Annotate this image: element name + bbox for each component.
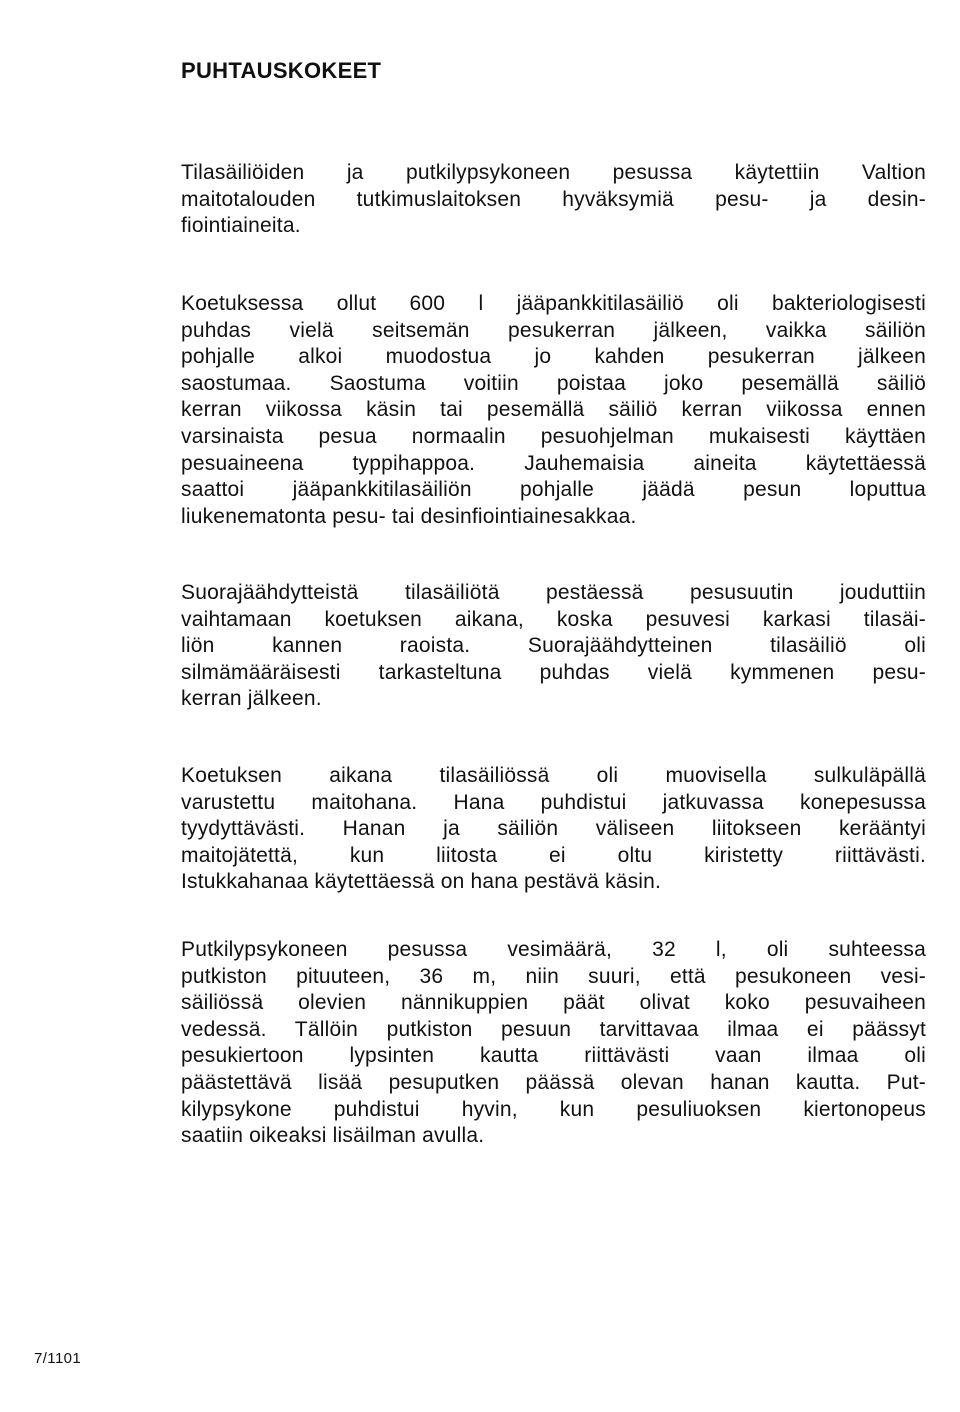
text-line: saatiin oikeaksi lisäilman avulla. xyxy=(181,1124,485,1148)
text-line: vedessä. Tällöin putkiston pesuun tarvittavaa ilmaa ei päässyt xyxy=(181,1017,926,1041)
text-line: vaihtamaan koetuksen aikana, koska pesuvesi karkasi tilasäi- xyxy=(181,607,926,631)
text-line: Putkilypsykoneen pesussa vesimäärä, 32 l, oli suhteessa xyxy=(181,938,926,961)
text-line: maitotalouden tutkimuslaitoksen hyväksymiä pesu- ja desin- xyxy=(181,187,926,211)
text-line: pesuaineena typpihappoa. Jauhemaisia aineita käytettäessä xyxy=(181,451,926,475)
text-line: varsinaista pesua normaalin pesuohjelman mukaisesti käyttäen xyxy=(181,424,926,448)
text-line: Tilasäiliöiden ja putkilypsykoneen pesussa käytettiin Valtion xyxy=(181,161,926,184)
paragraph-milk-tap xyxy=(181,763,926,896)
text-line: kerran jälkeen. xyxy=(181,687,322,711)
page-number: 7/1101 xyxy=(34,1350,82,1367)
paragraph-direct-cooled-tank xyxy=(181,580,926,713)
text-line: silmämääräisesti tarkasteltuna puhdas vielä kymmenen pesu- xyxy=(181,660,926,684)
text-line: kilypsykone puhdistui hyvin, kun pesuliuoksen kiertonopeus xyxy=(181,1097,926,1121)
text-line: fiointiaineita. xyxy=(181,214,301,238)
text-line: Koetuksen aikana tilasäiliössä oli muovisella sulkuläpällä xyxy=(181,764,926,787)
page-title: PUHTAUSKOKEET xyxy=(181,58,382,83)
text-line: tyydyttävästi. Hanan ja säiliön väliseen liitokseen kerääntyi xyxy=(181,817,926,841)
paragraph-pipeline-milker xyxy=(181,937,926,1150)
text-line: liukenematonta pesu- tai desinfiointiainesakkaa. xyxy=(181,504,637,528)
text-line: Istukkahanaa käytettäessä on hana pestävä käsin. xyxy=(181,870,662,894)
text-line: putkiston pituuteen, 36 m, niin suuri, että pesukoneen vesi- xyxy=(181,964,926,988)
text-line: säiliössä olevien nännikuppien päät olivat koko pesuvaiheen xyxy=(181,991,926,1015)
text-line: päästettävä lisää pesuputken päässä olevan hanan kautta. Put- xyxy=(181,1070,926,1094)
text-line: liön kannen raoista. Suorajäähdytteinen tilasäiliö oli xyxy=(181,634,926,658)
text-line: kerran viikossa käsin tai pesemällä säiliö kerran viikossa ennen xyxy=(181,398,926,422)
text-line: saattoi jääpankkitilasäiliön pohjalle jäädä pesun loputtua xyxy=(181,478,926,502)
text-line: pesukiertoon lypsinten kautta riittävästi vaan ilmaa oli xyxy=(181,1044,926,1068)
paragraph-ice-bank-tank xyxy=(181,291,926,530)
text-line: Suorajäähdytteistä tilasäiliötä pestäessä pesusuutin jouduttiin xyxy=(181,581,926,604)
paragraph-cleaning-agents xyxy=(181,160,926,240)
text-line: varustettu maitohana. Hana puhdistui jatkuvassa konepesussa xyxy=(181,790,926,814)
text-line: saostumaa. Saostuma voitiin poistaa joko pesemällä säiliö xyxy=(181,371,926,395)
text-line: pohjalle alkoi muodostua jo kahden pesukerran jälkeen xyxy=(181,345,926,369)
text-line: puhdas vielä seitsemän pesukerran jälkeen, vaikka säiliön xyxy=(181,318,926,342)
text-line: Koetuksessa ollut 600 l jääpankkitilasäiliö oli bakteriologisesti xyxy=(181,292,926,315)
text-line: maitojätettä, kun liitosta ei oltu kiristetty riittävästi. xyxy=(181,843,926,867)
